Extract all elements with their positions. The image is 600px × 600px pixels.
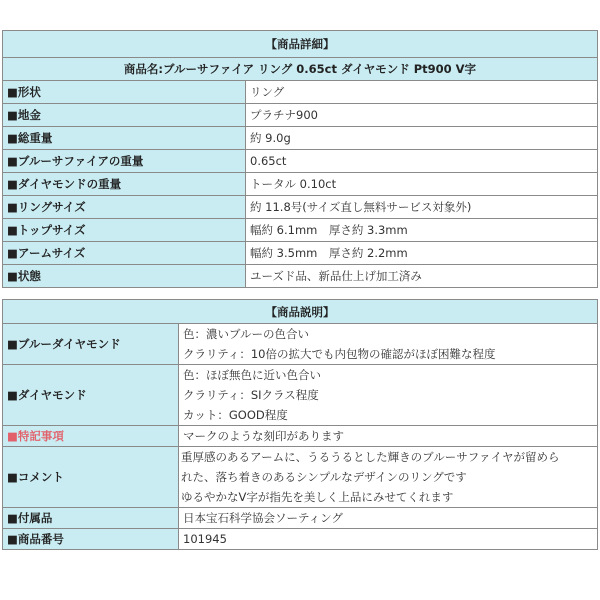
detail-value: 約 11.8号(サイズ直し無料サービス対象外) [246,196,598,219]
detail-label: ■ダイヤモンドの重量 [3,173,246,196]
description-line: カット：GOOD程度 [183,408,288,422]
detail-value: 0.65ct [246,150,598,173]
detail-row [3,265,598,288]
description-title: 【商品説明】 [3,300,598,324]
description-line: マークのような刻印があります [183,429,344,443]
description-value [179,529,598,550]
description-line: 日本宝石科学協会ソーティング [183,511,343,525]
detail-row [3,104,598,127]
description-value [179,447,598,508]
description-line: クラリティ：10倍の拡大でも内包物の確認がほぼ困難な程度 [183,347,496,361]
detail-label: ■総重量 [3,127,246,150]
description-row [3,508,598,529]
detail-label: ■地金 [3,104,246,127]
detail-row [3,219,598,242]
description-value [179,324,598,365]
detail-row [3,242,598,265]
detail-value: トータル 0.10ct [246,173,598,196]
description-label: ■商品番号 [3,529,179,550]
detail-label: ■ブルーサファイアの重量 [3,150,246,173]
description-row [3,447,598,508]
description-label: ■ダイヤモンド [3,365,179,426]
detail-value: リング [246,81,598,104]
detail-row [3,173,598,196]
details-title: 【商品詳細】 [3,31,598,58]
product-details-table [2,30,598,288]
description-row [3,529,598,550]
description-value [179,426,598,447]
description-row [3,365,598,426]
description-line: 色：ほぼ無色に近い色合い [183,368,321,382]
description-line: 重厚感のあるアームに、うるうるとした輝きのブルーサファイヤが留めら [181,450,560,464]
detail-value: プラチナ900 [246,104,598,127]
detail-value: 約 9.0g [246,127,598,150]
description-line: クラリティ：SIクラス程度 [183,388,319,402]
description-row [3,324,598,365]
detail-row [3,127,598,150]
description-line: 101945 [183,532,227,546]
description-value [179,365,598,426]
detail-value: 幅約 3.5mm 厚さ約 2.2mm [246,242,598,265]
description-value [179,508,598,529]
detail-value: ユーズド品、新品仕上げ加工済み [246,265,598,288]
description-line: 色：濃いブルーの色合い [183,327,310,341]
detail-row [3,81,598,104]
description-label: ■付属品 [3,508,179,529]
description-row [3,426,598,447]
detail-value: 幅約 6.1mm 厚さ約 3.3mm [246,219,598,242]
special-notes-label: ■特記事項 [3,426,179,447]
detail-label: ■状態 [3,265,246,288]
description-label: ■コメント [3,447,179,508]
detail-label: ■リングサイズ [3,196,246,219]
detail-label: ■形状 [3,81,246,104]
detail-label: ■トップサイズ [3,219,246,242]
product-description-table [2,299,598,550]
description-label: ■ブルーダイヤモンド [3,324,179,365]
description-line: ゆるやかなV字が指先を美しく上品にみせてくれます [181,490,454,504]
detail-row [3,150,598,173]
detail-row [3,196,598,219]
description-line: れた、落ち着きのあるシンプルなデザインのリングです [181,470,467,484]
detail-label: ■アームサイズ [3,242,246,265]
product-name: 商品名:ブルーサファイア リング 0.65ct ダイヤモンド Pt900 V字 [3,58,598,81]
